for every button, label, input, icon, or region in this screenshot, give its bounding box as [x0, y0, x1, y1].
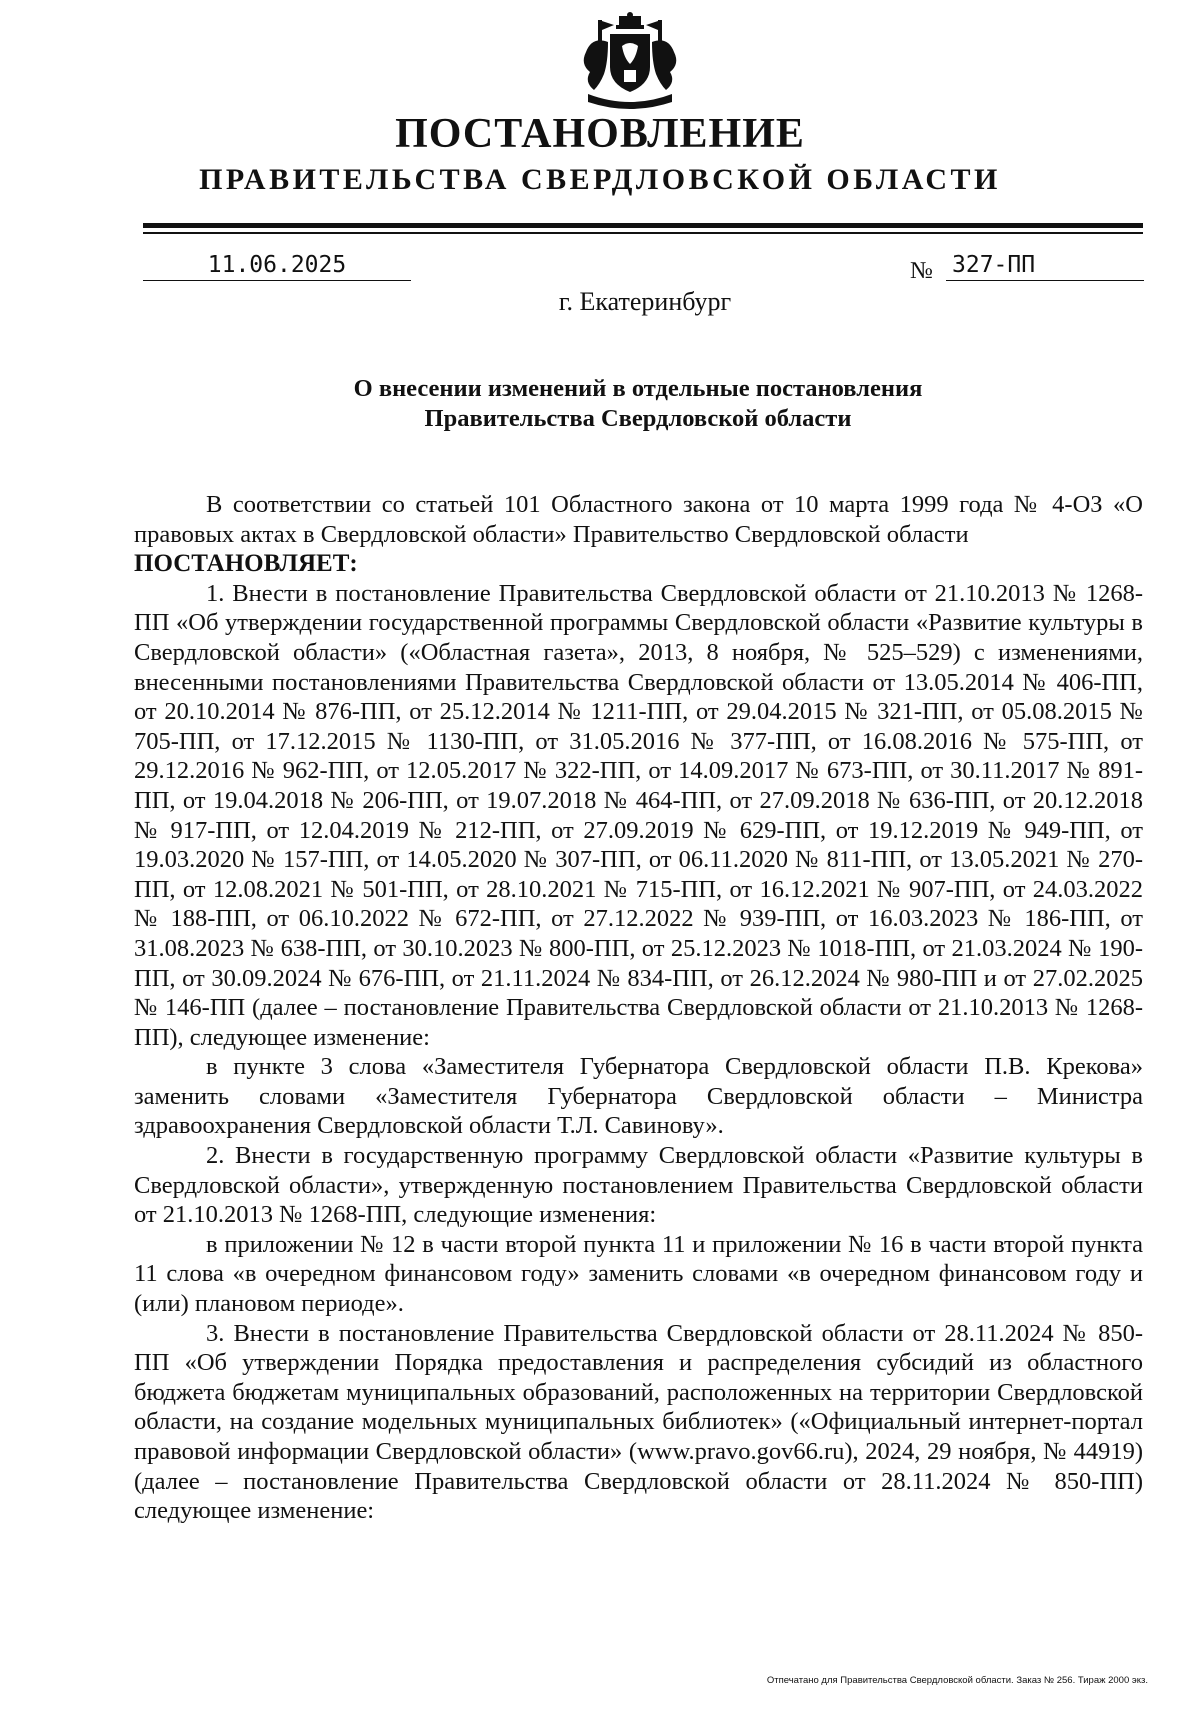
issuing-authority: ПРАВИТЕЛЬСТВА СВЕРДЛОВСКОЙ ОБЛАСТИ — [199, 163, 1001, 196]
print-imprint: Отпечатано для Правительства Свердловской области. Заказ № 256. Тираж 2000 экз. — [766, 1675, 1148, 1686]
subject-line-1: О внесении изменений в отдельные постановления — [353, 375, 923, 402]
document-number: 327-ПП — [946, 252, 1144, 281]
number-label: № — [910, 258, 933, 284]
document-date: 11.06.2025 — [143, 252, 411, 281]
document-body — [134, 490, 1143, 1526]
coat-of-arms-icon — [570, 12, 690, 117]
header-divider-thick — [143, 223, 1143, 228]
document-title: ПОСТАНОВЛЕНИЕ — [395, 111, 805, 157]
paragraph-2: 2. Внести в государственную программу Свердловской области «Развитие культуры в Свердловской области», утвержденную постановлением Правительства Свердловской области от 21.10.2013 № 1268-ПП, следующие изменения: — [134, 1142, 1143, 1229]
paragraph-1: 1. Внести в постановление Правительства Свердловской области от 21.10.2013 № 1268-ПП «Об утверждении государственной программы Свердловской области «Развитие культуры в Свердловской области» («Областная газета», 2013, 8 ноября, № 525–529) с изменениями, внесенными постановлениями Правительства Свердловской области от 13.05.2014 № 406-ПП, от 20.10.2014 № 876-ПП, от 25.12.2014 № 1211-ПП, от 29.04.2015 № 321-ПП, от 05.08.2015 № 705-ПП, от 17.12.2015 № 1130-ПП, от 31.05.2016 № 377-ПП, от 16.08.2016 № 575-ПП, от 29.12.2016 № 962-ПП, от 12.05.2017 № 322-ПП, от 14.09.2017 № 673-ПП, от 30.11.2017 № 891-ПП, от 19.04.2018 № 206-ПП, от 19.07.2018 № 464-ПП, от 27.09.2018 № 636-ПП, от 20.12.2018 № 917-ПП, от 12.04.2019 № 212-ПП, от 27.09.2019 № 629-ПП, от 19.12.2019 № 949-ПП, от 19.03.2020 № 157-ПП, от 14.05.2020 № 307-ПП, от 06.11.2020 № 811-ПП, от 13.05.2021 № 270-ПП, от 12.08.2021 № 501-ПП, от 28.10.2021 № 715-ПП, от 16.12.2021 № 907-ПП, от 24.03.2022 № 188-ПП, от 06.10.2022 № 672-ПП, от 27.12.2022 № 939-ПП, от 16.03.2023 № 186-ПП, от 31.08.2023 № 638-ПП, от 30.10.2023 № 800-ПП, от 25.12.2023 № 1018-ПП, от 21.03.2024 № 190-ПП, от 30.09.2024 № 676-ПП, от 21.11.2024 № 834-ПП, от 26.12.2024 № 980-ПП и от 27.02.2025 № 146-ПП (далее – постановление Правительства Свердловской области от 21.10.2013 № 1268-ПП), следующее изменение: — [134, 579, 1143, 1051]
paragraph-1-change: в пункте 3 слова «Заместителя Губернатора Свердловской области П.В. Крекова» заменить словами «Заместителя Губернатора Свердловской области – Министра здравоохранения Свердловской области Т.Л. Савинову». — [134, 1053, 1143, 1140]
header-divider-thin — [143, 232, 1143, 234]
paragraph-2-change: в приложении № 12 в части второй пункта 11 и приложении № 16 в части второй пункта 11 слова «в очередном финансовом году» заменить словами «в очередном финансовом году и (или) плановом периоде». — [134, 1230, 1143, 1318]
subject-line-2: Правительства Свердловской области — [424, 405, 852, 432]
preamble: В соответствии со статьей 101 Областного закона от 10 марта 1999 года № 4-ОЗ «О правовых актах в Свердловской области» Правительство Свердловской области — [134, 491, 1143, 548]
city: г. Екатеринбург — [558, 287, 732, 316]
document-subject — [0, 374, 1200, 434]
paragraph-3: 3. Внести в постановление Правительства Свердловской области от 28.11.2024 № 850-ПП «Об утверждении Порядка предоставления и распределения субсидий из областного бюджета бюджетам муниципальных образований, расположенных на территории Свердловской области, на создание модельных муниципальных библиотек» («Официальный интернет-портал правовой информации Свердловской области» (www.pravo.gov66.ru), 2024, 29 ноября, № 44919) (далее – постановление Правительства Свердловской области от 28.11.2024 № 850-ПП) следующее изменение: — [134, 1319, 1143, 1525]
decree-word: ПОСТАНОВЛЯЕТ: — [134, 550, 358, 578]
